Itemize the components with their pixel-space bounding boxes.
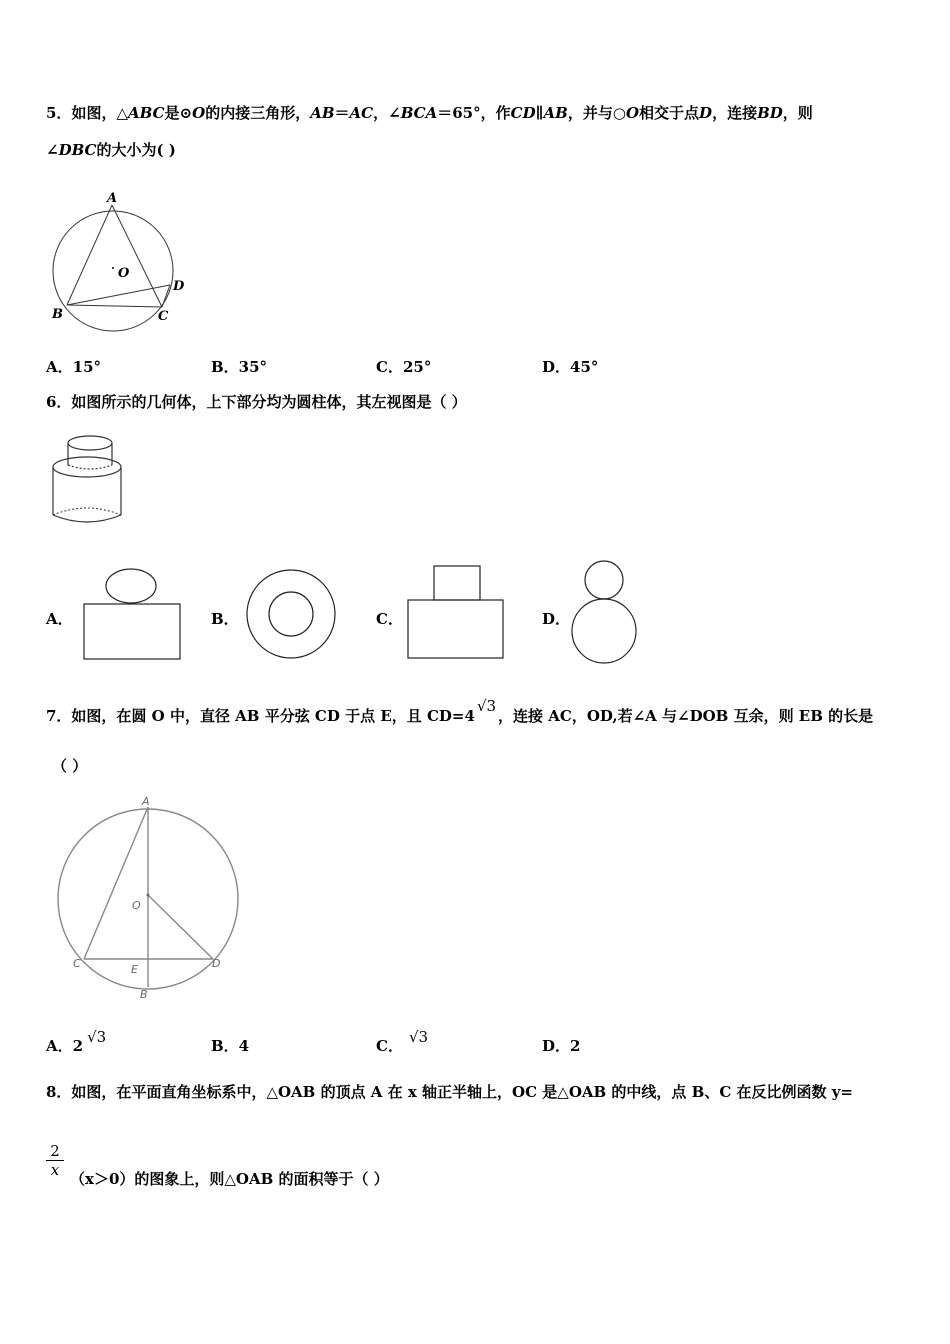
q7-paren: （ ）: [52, 757, 88, 775]
center-dot: [112, 267, 114, 269]
q7-figure: [55, 795, 270, 1005]
q6-option-a-label[interactable]: A．: [46, 610, 73, 628]
q5-option-c[interactable]: C．25°: [376, 358, 432, 376]
segment-cd: [162, 285, 170, 307]
q6-option-b-label[interactable]: B．: [211, 610, 239, 628]
q6-option-d-figure[interactable]: [571, 560, 641, 666]
segment-od: [148, 895, 213, 959]
q6-option-c-figure[interactable]: [406, 565, 506, 661]
q8-stem-line1: 8．如图，在平面直角坐标系中，△OAB 的顶点 A 在 x 轴正半轴上，OC 是△OAB 的中线，点 B、C 在反比例函数 y=: [46, 1083, 853, 1101]
q7-stem-line1: 7．如图，在圆 O 中，直径 AB 平分弦 CD 于点 E，且 CD=4√3，连接 AC，OD,若∠A 与∠DOB 互余，则 EB 的长是: [46, 697, 874, 725]
label-d: D: [173, 279, 185, 294]
q5-option-b[interactable]: B．35°: [211, 358, 268, 376]
svg-text:C: C: [73, 957, 81, 970]
q6-option-a-figure[interactable]: [82, 568, 184, 662]
label-o: O: [118, 266, 130, 281]
q5-stem-line2: ∠DBC的大小为( ): [46, 141, 176, 159]
q7-option-b[interactable]: B．4: [211, 1037, 250, 1055]
q6-option-b-figure[interactable]: [245, 568, 339, 662]
svg-text:D: D: [212, 957, 221, 970]
q6-stem: 6．如图所示的几何体，上下部分均为圆柱体，其左视图是（ ）: [46, 393, 467, 411]
q5-stem-line1: 5．如图，△ABC是⊙O的内接三角形，AB＝AC，∠BCA＝65°，作CD∥AB，并与○O相交于点D，连接BD，则: [46, 104, 813, 122]
label-a: A: [107, 191, 118, 206]
q5-figure: [40, 185, 200, 330]
svg-text:O: O: [132, 899, 141, 912]
label-b: B: [52, 307, 63, 322]
q6-option-c-label[interactable]: C．: [376, 610, 403, 628]
q5-option-d[interactable]: D．45°: [542, 358, 599, 376]
svg-text:E: E: [131, 963, 138, 976]
svg-text:A: A: [142, 795, 150, 808]
q7-option-a[interactable]: A．2 √3: [46, 1028, 107, 1055]
label-c: C: [158, 309, 169, 324]
svg-text:B: B: [140, 988, 148, 1001]
segment-bc: [67, 305, 162, 307]
sqrt-3: √3: [476, 697, 497, 715]
segment-bd: [67, 285, 170, 305]
segment-ac: [84, 807, 148, 959]
q6-solid-figure: [50, 433, 130, 533]
q6-option-d-label[interactable]: D．: [542, 610, 571, 628]
q5-option-a[interactable]: A．15°: [46, 358, 102, 376]
fraction-2-over-x: 2 x: [46, 1143, 64, 1179]
q7-option-d[interactable]: D．2: [542, 1037, 581, 1055]
segment-ab: [67, 205, 112, 305]
circle-o: [53, 211, 173, 331]
q8-stem-line2: （x＞0）的图象上，则△OAB 的面积等于（ ）: [70, 1170, 389, 1188]
q7-option-c[interactable]: C． √3: [376, 1028, 429, 1055]
